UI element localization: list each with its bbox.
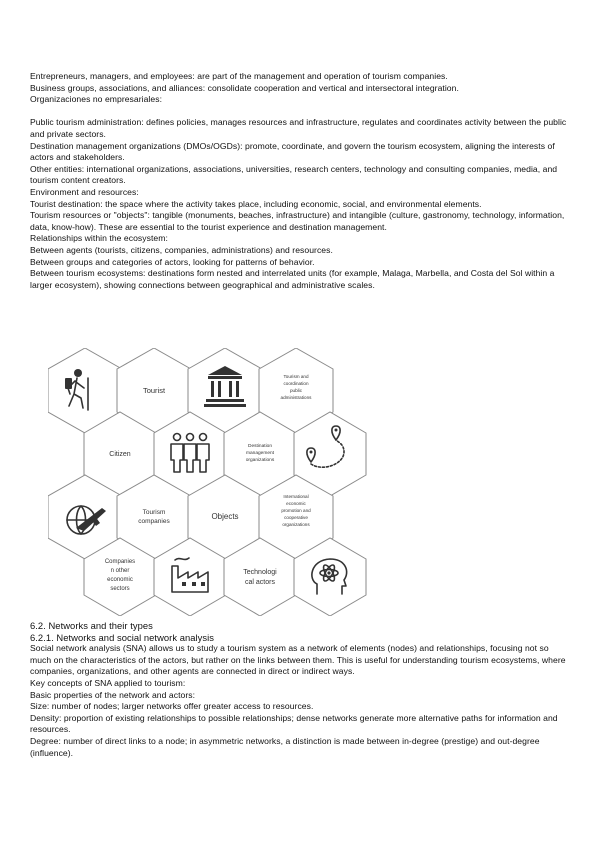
hex-label-line: sectors [110,586,130,592]
hex-label-line: companies [138,518,170,525]
paragraph: Environment and resources: [30,186,139,197]
hex-label-line: economic [286,501,306,506]
spacer [30,106,570,118]
paragraph: Tourist destination: the space where the activity takes place, including economic, social, and environmental elements. [30,198,482,209]
paragraph: Between groups and categories of actors, looking for patterns of behavior. [30,256,315,267]
paragraph: Other entities: international organizations, associations, universities, research centers, technology and consulting companies, media, and tourism content creators. [30,163,558,186]
hex-label-line: International [283,494,309,499]
hex-label-line: promotion and [281,508,311,513]
hex-label-line: management [246,451,274,456]
hex-label-line: administrations [280,395,312,400]
hex-label-line: n other [110,568,130,574]
hex-label-line: Tourism [142,509,166,516]
hex-label-line: coordination [283,381,309,386]
paragraph: Between tourism ecosystems: destinations form nested and interrelated units (for example, Malaga, Marbella, and Costa del Sol within a larger ecosystem), showing connections between geographical and administrative scales. [30,268,555,290]
hex-label-line: economic [107,577,133,583]
paragraph: Social network analysis (SNA) allows us to study a tourism system as a network of elements (nodes) and relationships, focusing not so much on the characteristics of the actors, but rather on the links between them. This is useful for understanding tourism ecosystems, where companies, organizations, and other agents are connected in direct or indirect ways. [30,643,566,677]
paragraph: Density: proportion of existing relationships to possible relationships; dense networks generate more alternative paths for information and resources. [30,712,558,735]
hex-label-citizen: Citizen [109,451,131,458]
body-text-bottom [30,620,570,759]
paragraph: Basic properties of the network and actors: [30,689,196,700]
hex-label-line: cooperative [284,515,308,520]
hex-label-line: Technologi [243,569,277,576]
hex-label-objects: Objects [211,512,239,521]
tourism-ecosystem-hexagon-diagram [48,348,368,616]
hex-label-line: public [289,388,303,393]
section-heading: 6.2. Networks and their types [30,620,153,631]
hex-label-tourist: Tourist [142,386,166,395]
hex-label-line: Tourism and [283,374,309,379]
hex-label-line: organizations [282,522,310,527]
paragraph: Destination management organizations (DMOs/OGDs): promote, coordinate, and govern the tourism ecosystem, aligning the interests of actors and stakeholders. [30,140,555,163]
hex-label-line: cal actors [245,579,275,586]
body-text-top [30,71,570,291]
paragraph: Key concepts of SNA applied to tourism: [30,677,186,688]
paragraph: Organizaciones no empresariales: [30,94,163,105]
paragraph: Business groups, associations, and alliances: consolidate cooperation and vertical and intersectoral integration. [30,82,459,93]
paragraph: Between agents (tourists, citizens, companies, administrations) and resources. [30,244,333,255]
subsection-heading: 6.2.1. Networks and social network analysis [30,631,215,643]
paragraph: Degree: number of direct links to a node; in asymmetric networks, a distinction is made between in-degree (prestige) and out-degree (influence). [30,735,540,758]
paragraph: Entrepreneurs, managers, and employees: are part of the management and operation of tourism companies. [30,71,448,81]
hex-label-line: organizations [245,458,275,463]
paragraph: Relationships within the ecosystem: [30,233,168,244]
paragraph: Tourism resources or "objects": tangible (monuments, beaches, infrastructure) and intangible (culture, gastronomy, technology, information, data, know-how). These are essential to the tourist experience and destination management. [30,210,565,232]
hex-label-line: Destination [248,444,272,449]
hex-label-line: Companies [104,559,136,565]
paragraph: Public tourism administration: defines policies, manages resources and infrastructure, regulates and coordinates activity between the public and private sectors. [30,117,567,139]
paragraph: Size: number of nodes; larger networks offer greater access to resources. [30,701,314,712]
